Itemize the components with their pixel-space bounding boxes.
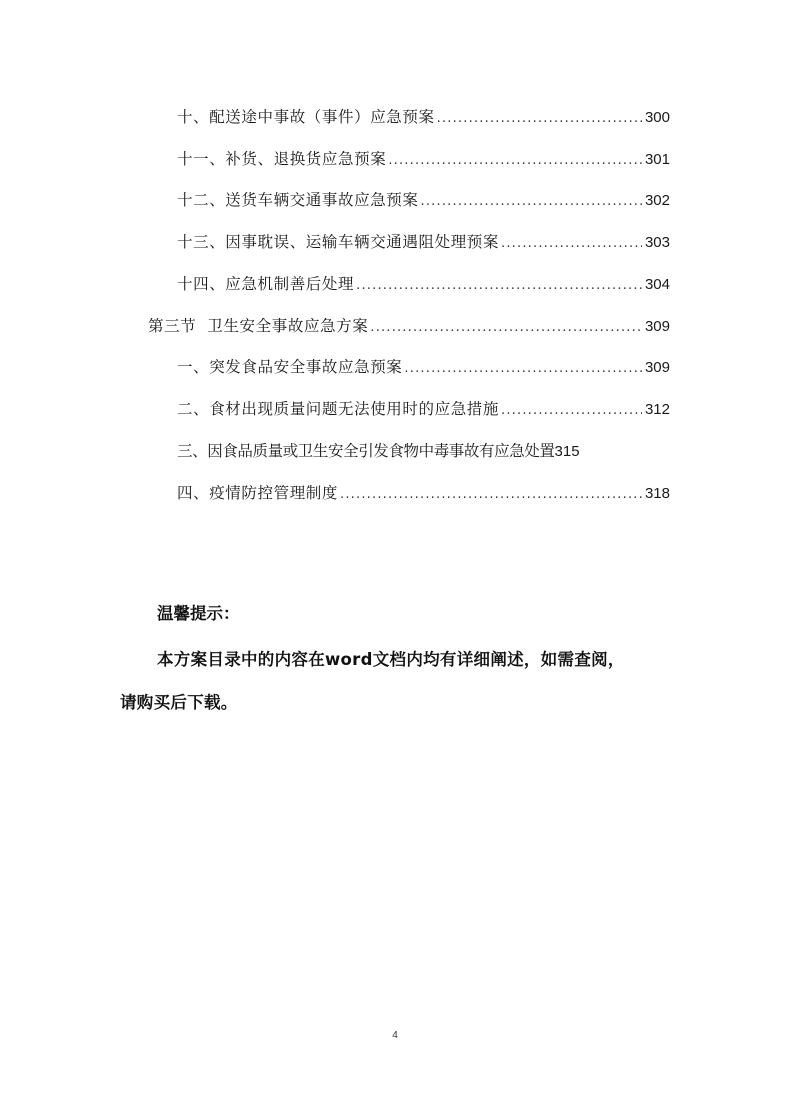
toc-dot-leader xyxy=(340,484,642,506)
toc-entry-page: 300 xyxy=(644,109,670,126)
toc-dot-leader xyxy=(421,191,642,213)
notice-title: 温馨提示： xyxy=(157,604,240,623)
toc-dot-leader xyxy=(437,108,642,130)
notice-text-line1: 本方案目录中的内容在word文档内均有详细阐述，如需查阅， xyxy=(157,650,625,669)
toc-entry[interactable] xyxy=(177,106,670,128)
toc-entry-title: 十、配送途中事故（事件）应急预案 xyxy=(177,108,435,126)
toc-entry-page: 309 xyxy=(644,318,670,335)
toc-entry-page: 302 xyxy=(644,192,670,209)
toc-entry[interactable] xyxy=(177,482,670,504)
toc-entry-page: 315 xyxy=(554,443,580,460)
toc-entry-title: 三、因食品质量或卫生安全引发食物中毒事故有应急处置 xyxy=(177,442,555,460)
toc-dot-leader xyxy=(501,233,642,255)
toc-entry-title: 十三、因事耽误、运输车辆交通遇阻处理预案 xyxy=(177,233,500,251)
notice-text-line2: 请购买后下载。 xyxy=(120,693,238,712)
toc-entry-page: 303 xyxy=(644,234,670,251)
toc-entry-title: 一、突发食品安全事故应急预案 xyxy=(177,358,403,376)
toc-dot-leader xyxy=(356,275,642,297)
toc-entry[interactable] xyxy=(177,148,670,170)
toc-dot-leader xyxy=(388,150,642,172)
toc-entry[interactable] xyxy=(177,231,670,253)
toc-entry-title: 四、疫情防控管理制度 xyxy=(177,484,339,502)
toc-entry-page: 318 xyxy=(644,485,670,502)
toc-entry[interactable] xyxy=(177,440,670,462)
toc-section-entry[interactable] xyxy=(148,315,670,337)
toc-entry-page: 309 xyxy=(644,359,670,376)
toc-entry-page: 301 xyxy=(644,151,670,168)
toc-entry[interactable] xyxy=(177,398,670,420)
page-number: 4 xyxy=(392,1030,398,1041)
toc-entry-title: 二、食材出现质量问题无法使用时的应急措施 xyxy=(177,400,500,418)
toc-entry-title: 十二、送货车辆交通事故应急预案 xyxy=(177,191,419,209)
toc-entry[interactable] xyxy=(177,273,670,295)
toc-entry-title: 十一、补货、退换货应急预案 xyxy=(177,150,387,168)
toc-entry-title: 第三节 卫生安全事故应急方案 xyxy=(148,317,369,335)
toc-dot-leader xyxy=(370,317,642,339)
toc-entry-page: 304 xyxy=(644,276,670,293)
toc-entry-title: 十四、应急机制善后处理 xyxy=(177,275,355,293)
toc-dot-leader xyxy=(404,358,642,380)
toc-dot-leader xyxy=(501,400,642,422)
toc-entry[interactable] xyxy=(177,189,670,211)
toc-entry-page: 312 xyxy=(644,401,670,418)
toc-entry[interactable] xyxy=(177,356,670,378)
